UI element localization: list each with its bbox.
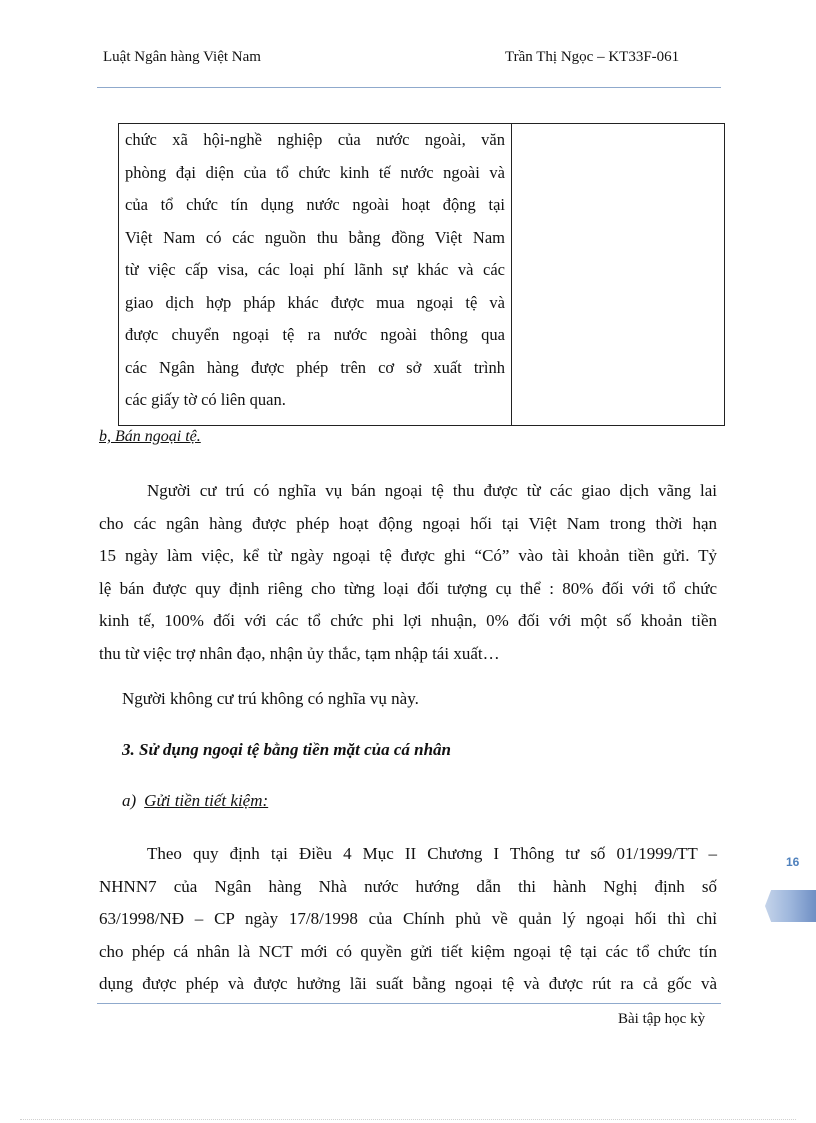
table-line: các Ngân hàng được phép trên cơ sở xuất trình: [125, 357, 505, 377]
section-b-heading: b, Bán ngoại tệ.: [99, 428, 201, 445]
table-line: giao dịch hợp pháp khác được mua ngoại tệ và: [125, 292, 505, 312]
table-column-divider: [511, 124, 512, 425]
table-line: các giấy tờ có liên quan.: [125, 390, 286, 409]
table-left-cell: [125, 124, 505, 417]
paragraph-line: cho các ngân hàng được phép hoạt động ngoại hối tại Việt Nam trong thời hạn: [99, 513, 717, 533]
page-tab-decoration: [765, 890, 816, 922]
table-line: được chuyển ngoại tệ ra nước ngoài thông qua: [125, 325, 505, 344]
section-b-note: Người không cư trú không có nghĩa vụ này.: [122, 689, 419, 708]
paragraph-line: Người cư trú có nghĩa vụ bán ngoại tệ thu được từ các giao dịch vãng lai: [147, 481, 717, 500]
section-b-paragraph: [99, 475, 717, 670]
table-line: phòng đại diện của tổ chức kinh tế nước ngoài và: [125, 162, 505, 182]
page-edge-dotted-line: [20, 1119, 796, 1120]
paragraph-line: cho phép cá nhân là NCT mới có quyền gửi tiết kiệm ngoại tệ tại các tổ chức tín: [99, 941, 717, 961]
paragraph-line: lệ bán được quy định riêng cho từng loại đối tượng cụ thể : 80% đối với tổ chức: [99, 578, 717, 598]
subsection-a-label: a): [122, 791, 137, 810]
table-line: từ việc cấp visa, các loại phí lãnh sự khác và các: [125, 260, 505, 279]
table-line: Việt Nam có các nguồn thu bằng đồng Việt Nam: [125, 227, 505, 247]
table-line: của tổ chức tín dụng nước ngoài hoạt động tại: [125, 195, 505, 214]
paragraph-line: NHNN7 của Ngân hàng Nhà nước hướng dẫn thi hành Nghị định số: [99, 876, 717, 896]
table-line: chức xã hội-nghề nghiệp của nước ngoài, văn: [125, 130, 505, 149]
page-number: 16: [786, 855, 800, 869]
section-3-heading: 3. Sử dụng ngoại tệ bằng tiền mặt của cá nhân: [122, 740, 452, 759]
paragraph-line: thu từ việc trợ nhân đạo, nhận ủy thắc, tạm nhập tái xuất…: [99, 643, 500, 663]
paragraph-line: Theo quy định tại Điều 4 Mục II Chương I Thông tư số 01/1999/TT –: [147, 844, 717, 863]
header-title: Luật Ngân hàng Việt Nam: [103, 49, 261, 65]
footer-text: Bài tập học kỳ: [618, 1011, 706, 1027]
paragraph-line: 15 ngày làm việc, kể từ ngày ngoại tệ được ghi “Có” vào tài khoản tiền gửi. Tỷ: [99, 546, 717, 565]
section-3-paragraph: [99, 838, 717, 1001]
paragraph-line: dụng được phép và được hưởng lãi suất bằng ngoại tệ và được rút ra cả gốc và: [99, 974, 717, 993]
header-author: Trần Thị Ngọc – KT33F-061: [505, 49, 680, 65]
content-table: [118, 123, 725, 426]
header-divider: [97, 87, 721, 88]
paragraph-line: kinh tế, 100% đối với các tổ chức phi lợi nhuận, 0% đối với một số khoản tiền: [99, 611, 717, 630]
subsection-a-title: Gửi tiền tiết kiệm:: [144, 791, 269, 810]
paragraph-line: 63/1998/NĐ – CP ngày 17/8/1998 của Chính phủ về quản lý ngoại hối thì chỉ: [99, 909, 717, 928]
subsection-a-heading: [122, 791, 268, 811]
footer-divider: [97, 1003, 721, 1004]
